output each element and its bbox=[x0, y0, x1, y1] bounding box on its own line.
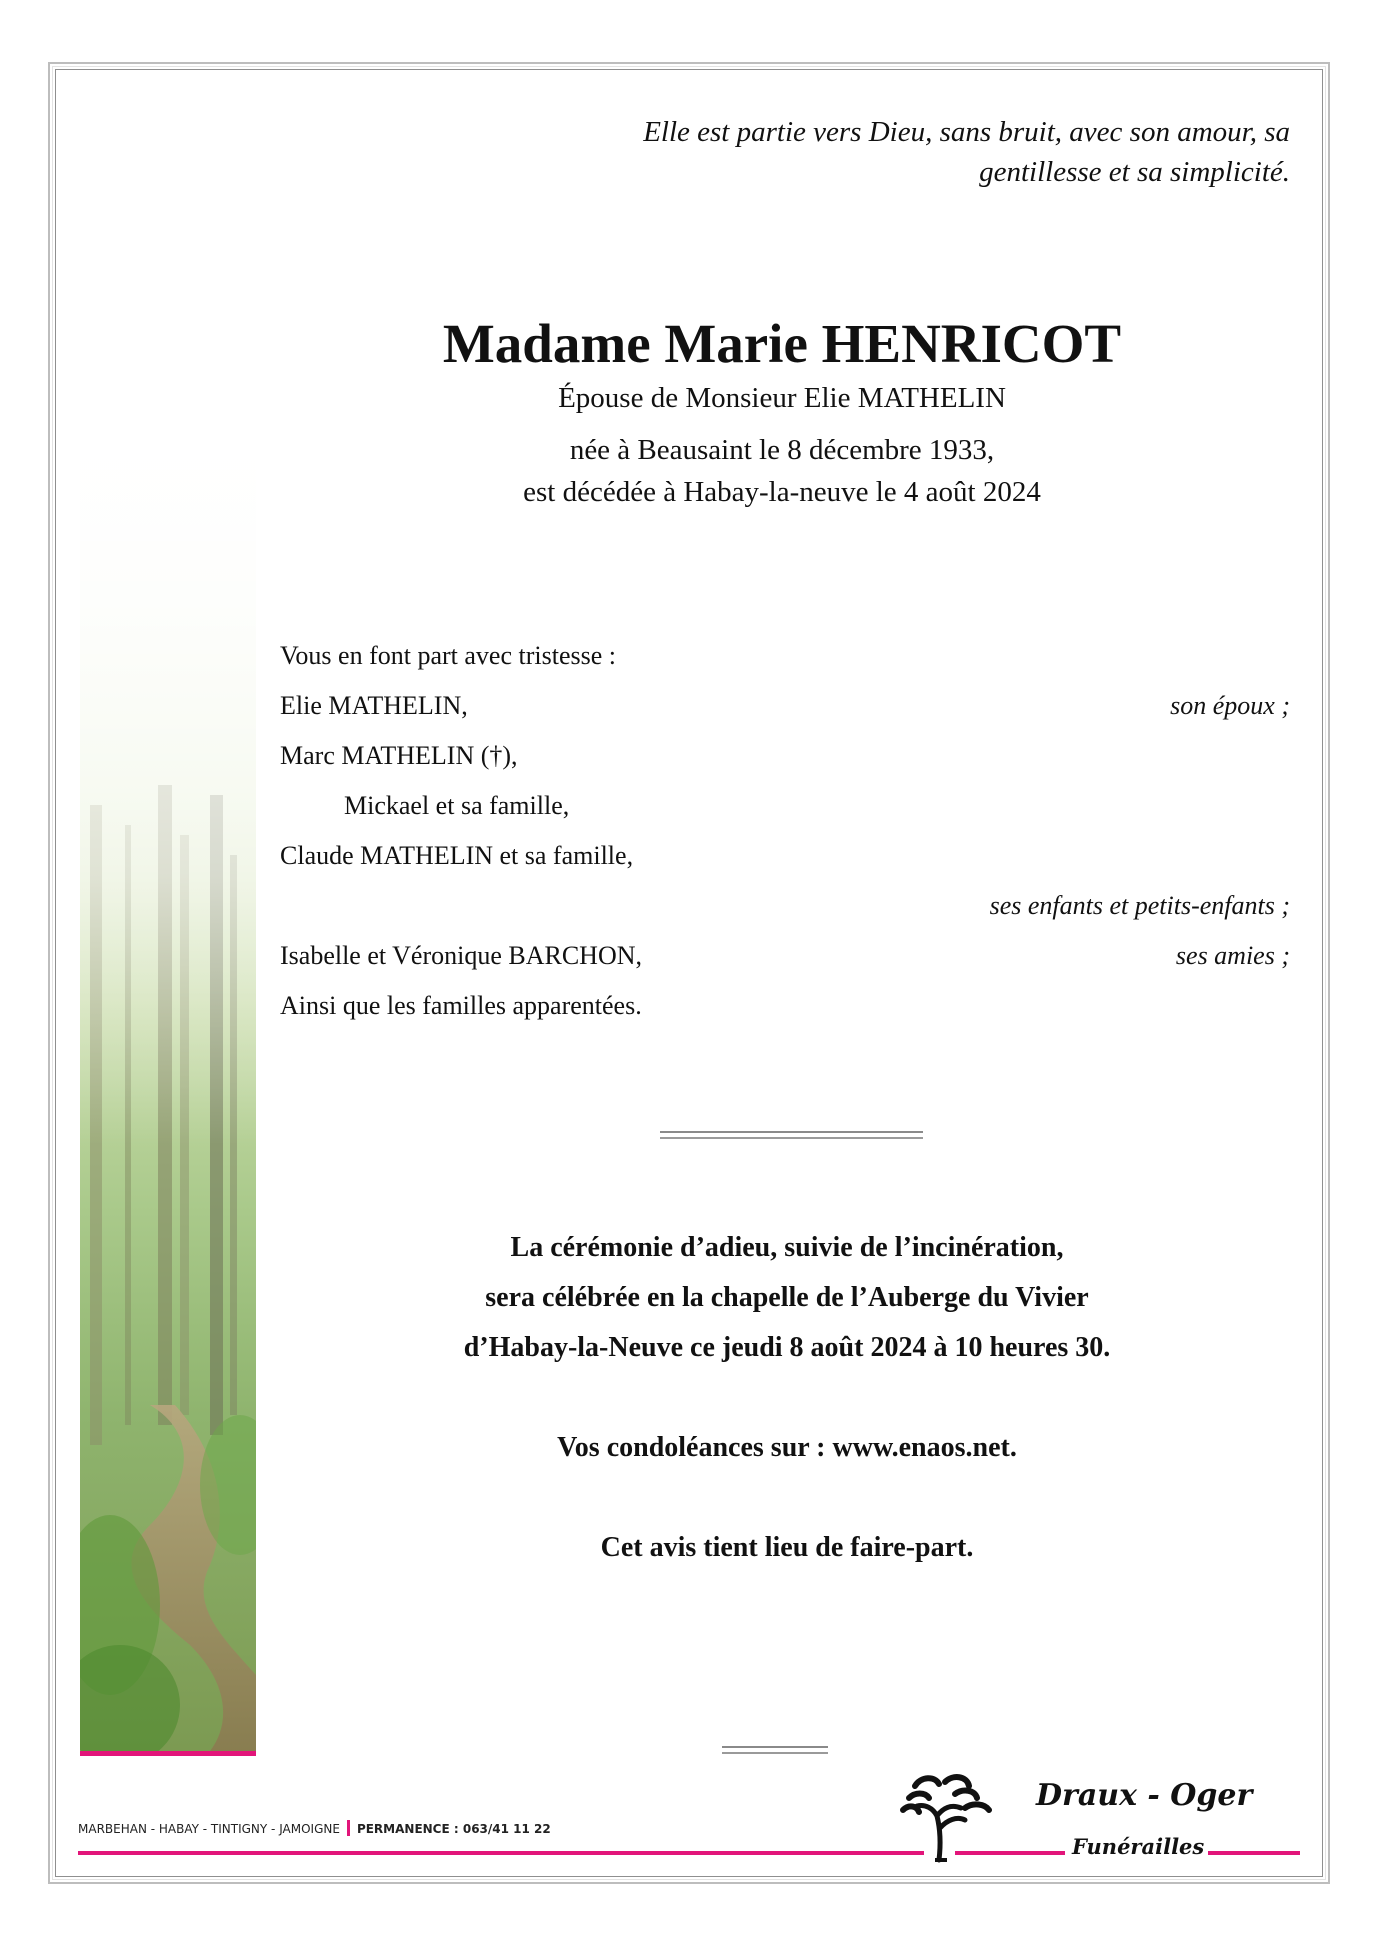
footer-contact bbox=[78, 1820, 551, 1836]
logo-name: Draux - Oger bbox=[1036, 1778, 1253, 1813]
quote-line-1: Elle est partie vers Dieu, sans bruit, avec son amour, sa bbox=[643, 116, 1290, 148]
tree-logo-icon bbox=[895, 1768, 995, 1864]
forest-path-image bbox=[80, 405, 256, 1756]
quote-line-2: gentillesse et sa simplicité. bbox=[979, 156, 1290, 188]
family-name-7: Ainsi que les familles apparentées. bbox=[280, 991, 642, 1020]
footer-locations: MARBEHAN - HABAY - TINTIGNY - JAMOIGNE bbox=[78, 1822, 340, 1836]
spouse-line: Épouse de Monsieur Elie MATHELIN bbox=[558, 382, 1006, 414]
family-intro: Vous en font part avec tristesse : bbox=[280, 641, 616, 670]
separator-bottom-line bbox=[660, 1137, 923, 1139]
ceremony-line-2: sera célébrée en la chapelle de l’Auberge du Vivier bbox=[485, 1282, 1089, 1313]
ceremony-line-1: La cérémonie d’adieu, suivie de l’incinération, bbox=[510, 1232, 1064, 1263]
condolences-line: Vos condoléances sur : www.enaos.net. bbox=[557, 1432, 1017, 1463]
family-name-4: Claude MATHELIN et sa famille, bbox=[280, 841, 634, 870]
separator-top-line bbox=[660, 1131, 923, 1133]
footer-pink-line-right bbox=[1208, 1851, 1300, 1855]
family-relation-5: ses enfants et petits-enfants ; bbox=[989, 891, 1290, 920]
notice-line: Cet avis tient lieu de faire-part. bbox=[600, 1532, 974, 1563]
family-name-2: Marc MATHELIN (†), bbox=[280, 741, 518, 770]
birth-line: née à Beausaint le 8 décembre 1933, bbox=[569, 434, 995, 466]
family-name-6: Isabelle et Véronique BARCHON, bbox=[280, 941, 643, 970]
logo-subtitle: Funérailles bbox=[1068, 1834, 1208, 1859]
family-relation-6: ses amies ; bbox=[1175, 941, 1290, 970]
separator-2-bottom-line bbox=[722, 1752, 828, 1754]
footer-pink-line-left bbox=[78, 1851, 924, 1855]
death-line: est décédée à Habay-la-neuve le 4 août 2024 bbox=[523, 476, 1041, 508]
ceremony-line-3: d’Habay-la-Neuve ce jeudi 8 août 2024 à 10 heures 30. bbox=[463, 1332, 1111, 1363]
forest-illustration bbox=[80, 405, 256, 1751]
family-relation-1: son époux ; bbox=[1170, 691, 1290, 720]
family-name-1: Elie MATHELIN, bbox=[280, 691, 468, 720]
footer-divider bbox=[347, 1820, 350, 1836]
footer-permanence: PERMANENCE : 063/41 11 22 bbox=[356, 1822, 551, 1836]
deceased-name: Madame Marie HENRICOT bbox=[442, 313, 1122, 374]
separator-2-top-line bbox=[722, 1746, 828, 1748]
family-name-3: Mickael et sa famille, bbox=[344, 791, 570, 820]
